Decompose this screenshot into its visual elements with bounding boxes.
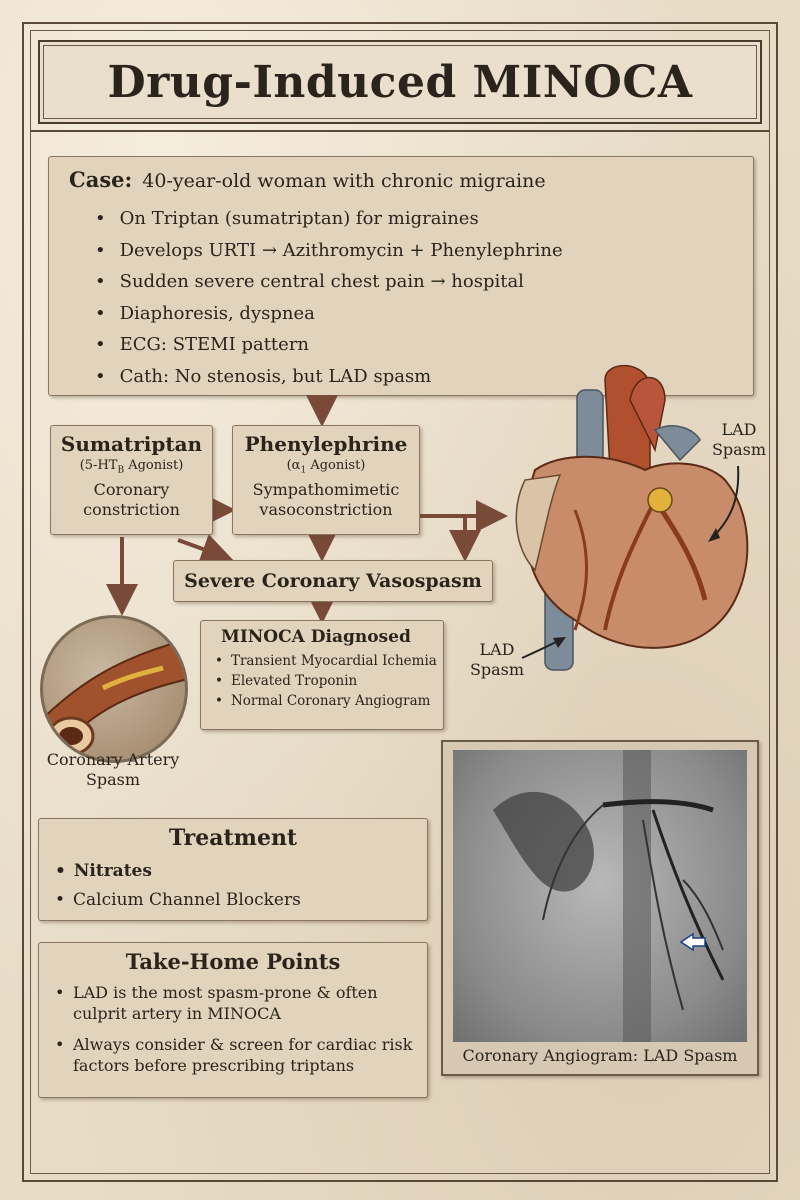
treatment-item: • Nitrates: [55, 857, 427, 886]
phenylephrine-class: ($\alpha_1$ Agonist): [286, 458, 366, 476]
angiogram-caption: Coronary Angiogram: LAD Spasm: [462, 1046, 738, 1065]
case-item: • Develops URTI → Azithromycin + Phenylephrine: [117, 235, 563, 267]
case-item: • Sudden severe central chest pain → hospital: [117, 266, 563, 298]
angiogram-panel: [441, 740, 759, 1076]
take-home-box: [38, 942, 428, 1098]
artery-caption: Coronary Artery Spasm: [46, 750, 180, 789]
vasospasm-label: Severe Coronary Vasospasm: [184, 570, 482, 592]
case-label: Case:: [69, 167, 133, 192]
minoca-title: MINOCA Diagnosed: [221, 627, 411, 647]
lad-spasm-label-bottom: LAD Spasm: [469, 640, 525, 679]
minoca-item: • Normal Coronary Angiogram: [215, 691, 443, 711]
treatment-list: [55, 857, 427, 915]
case-item: • ECG: STEMI pattern: [117, 329, 563, 361]
take-home-title: Take-Home Points: [125, 949, 341, 974]
treatment-item: • Calcium Channel Blockers: [55, 886, 427, 915]
minoca-item: • Elevated Troponin: [215, 671, 443, 691]
phenylephrine-desc: Sympathomimetic vasoconstriction: [252, 479, 400, 519]
take-home-item: • LAD is the most spasm-prone & often culprit artery in MINOCA: [55, 982, 413, 1024]
treatment-title: Treatment: [168, 825, 298, 851]
case-item: • Cath: No stenosis, but LAD spasm: [117, 361, 563, 393]
minoca-item: • Transient Myocardial Ichemia: [215, 651, 443, 671]
case-item: • On Triptan (sumatriptan) for migraines: [117, 203, 563, 235]
treatment-box: [38, 818, 428, 921]
take-home-item: • Always consider & screen for cardiac risk factors before prescribing triptans: [55, 1034, 413, 1076]
angiogram-image: [453, 750, 747, 1042]
angiogram-drawing: [453, 750, 747, 1042]
sumatriptan-desc: Coronary constriction: [83, 479, 180, 519]
phenylephrine-name: Phenylephrine: [244, 432, 408, 456]
case-item: • Diaphoresis, dyspnea: [117, 298, 563, 330]
sumatriptan-class: ($5-HT_B$ Agonist): [79, 458, 184, 476]
lad-spasm-label-top: LAD Spasm: [711, 420, 767, 459]
case-summary: 40-year-old woman with chronic migraine: [142, 170, 546, 192]
page-title: Drug-Induced MINOCA: [107, 56, 693, 108]
sumatriptan-name: Sumatriptan: [60, 432, 203, 456]
take-home-list: [55, 982, 427, 1076]
